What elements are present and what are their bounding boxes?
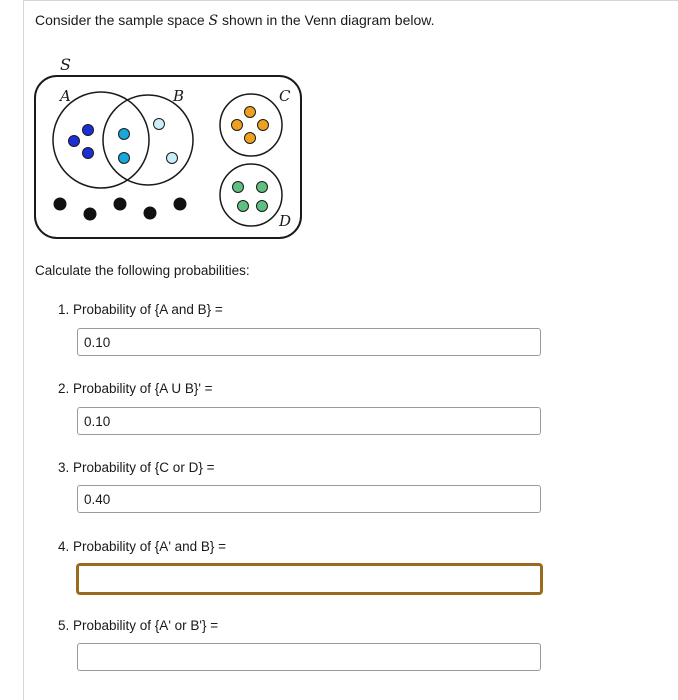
answer-4-input[interactable] (76, 563, 543, 595)
set-c-circle (220, 94, 282, 156)
problem-prompt (35, 12, 435, 29)
dot-outside (54, 198, 67, 211)
dot-outside (84, 208, 97, 221)
dot-d (238, 201, 249, 212)
dot-c (245, 133, 256, 144)
dot-d (257, 182, 268, 193)
question-5-label: 5. Probability of {A' or B'} = (58, 618, 219, 633)
instructions-text: Calculate the following probabilities: (35, 263, 250, 278)
answer-3-input[interactable] (77, 485, 541, 513)
question-1-label: 1. Probability of {A and B} = (58, 302, 223, 317)
venn-label-s: S (60, 55, 71, 74)
set-a-circle (53, 92, 149, 188)
left-border (23, 0, 24, 700)
answer-5-input[interactable] (77, 643, 541, 671)
dot-only-b (154, 119, 165, 130)
prompt-text-end: shown in the Venn diagram below. (218, 12, 435, 28)
set-b-circle (103, 95, 193, 185)
set-d-circle (220, 164, 282, 226)
dot-a-and-b (119, 129, 130, 140)
question-3-label: 3. Probability of {C or D} = (58, 460, 215, 475)
venn-label-d: D (279, 212, 292, 230)
venn-label-c: C (279, 87, 291, 105)
prompt-sample-space-var: S (208, 13, 219, 29)
dot-d (233, 182, 244, 193)
venn-label-b: B (173, 87, 185, 105)
dot-outside (114, 198, 127, 211)
answer-2-input[interactable] (77, 407, 541, 435)
venn-label-a: A (60, 87, 71, 105)
venn-diagram (33, 50, 305, 242)
question-4-label: 4. Probability of {A' and B} = (58, 539, 227, 554)
dot-c (258, 120, 269, 131)
dot-only-a (83, 148, 94, 159)
dot-c (232, 120, 243, 131)
dot-a-and-b (119, 153, 130, 164)
dot-d (257, 201, 268, 212)
dot-outside (174, 198, 187, 211)
prompt-text-start: Consider the sample space (35, 12, 209, 28)
dot-c (245, 107, 256, 118)
dot-only-a (83, 125, 94, 136)
dot-only-a (69, 136, 80, 147)
top-border (23, 0, 678, 1)
dot-outside (144, 207, 157, 220)
question-2-label: 2. Probability of {A U B}' = (58, 381, 213, 396)
dot-only-b (167, 153, 178, 164)
answer-1-input[interactable] (77, 328, 541, 356)
